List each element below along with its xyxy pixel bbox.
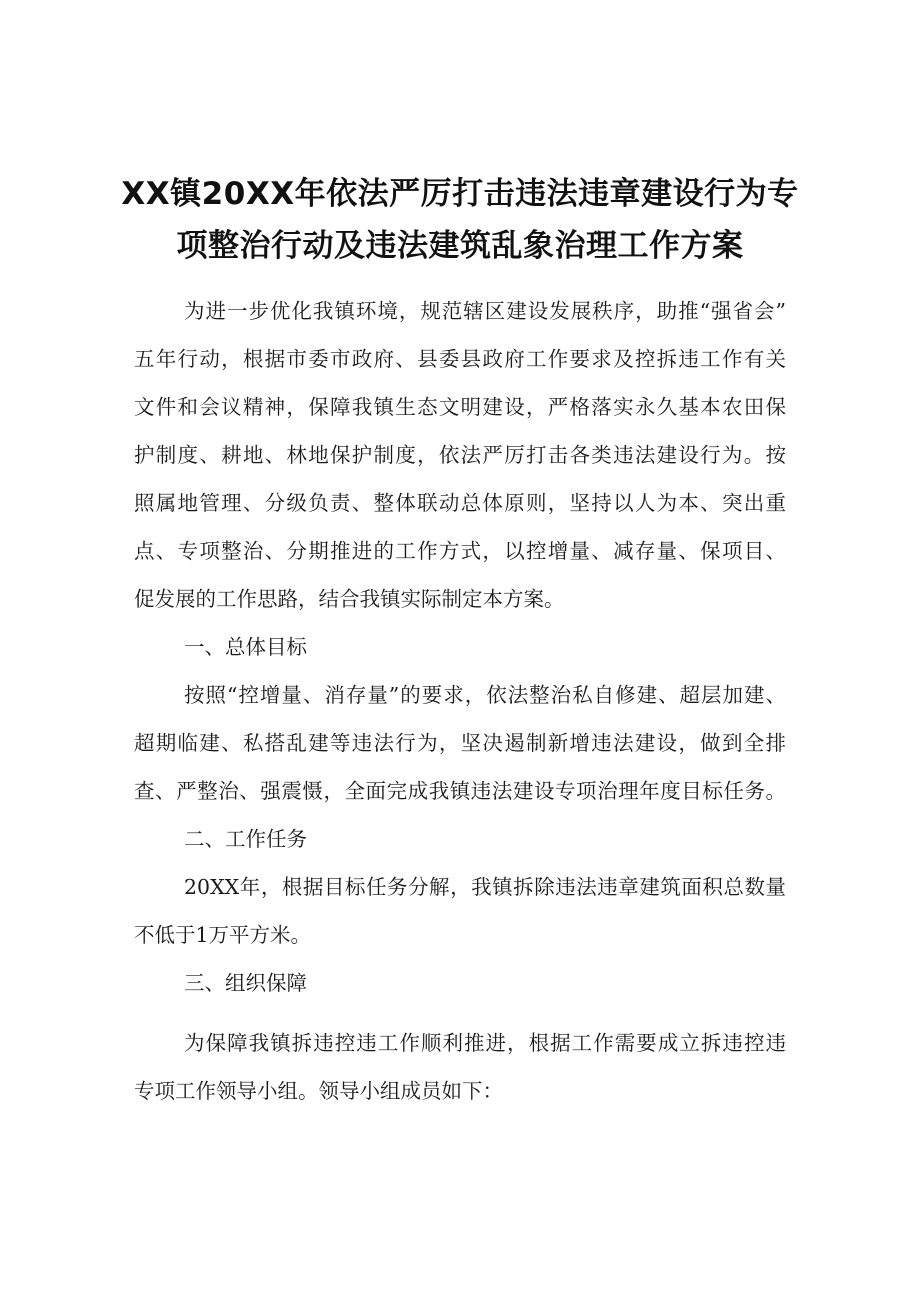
organization-line: 专项工作领导小组。领导小组成员如下： [134,1079,503,1103]
tasks-line: 20XX年，根据目标任务分解，我镇拆除违法违章建筑面积总数量 [184,875,786,899]
section-heading-tasks: 二、工作任务 [184,827,307,851]
section-heading-organization: 三、组织保障 [184,971,307,995]
goals-line: 查、严整治、强震慑，全面完成我镇违法建设专项治理年度目标任务。 [134,779,786,803]
goals-line: 超期临建、私搭乱建等违法行为，坚决遏制新增违法建设，做到全排 [134,731,786,755]
organization-line: 为保障我镇拆违控违工作顺利推进，根据工作需要成立拆违控违 [184,1031,786,1055]
intro-line: 促发展的工作思路，结合我镇实际制定本方案。 [134,587,565,611]
intro-line: 护制度、耕地、林地保护制度，依法严厉打击各类违法建设行为。按 [134,443,786,467]
intro-line: 文件和会议精神，保障我镇生态文明建设，严格落实永久基本农田保 [134,395,786,419]
intro-line: 照属地管理、分级负责、整体联动总体原则，坚持以人为本、突出重 [134,491,786,515]
document-title-line-1: XX镇20XX年依法严厉打击违法违章建设行为专 [121,176,799,212]
document-title-line-2: 项整治行动及违法建筑乱象治理工作方案 [176,228,744,264]
section-heading-goals: 一、总体目标 [184,635,307,659]
intro-line: 点、专项整治、分期推进的工作方式，以控增量、减存量、保项目、 [134,539,786,563]
intro-line: 为进一步优化我镇环境，规范辖区建设发展秩序，助推“强省会” [184,299,786,323]
tasks-line: 不低于1万平方米。 [134,923,312,947]
intro-line: 五年行动，根据市委市政府、县委县政府工作要求及控拆违工作有关 [134,347,786,371]
goals-line: 按照“控增量、消存量”的要求，依法整治私自修建、超层加建、 [184,683,786,707]
